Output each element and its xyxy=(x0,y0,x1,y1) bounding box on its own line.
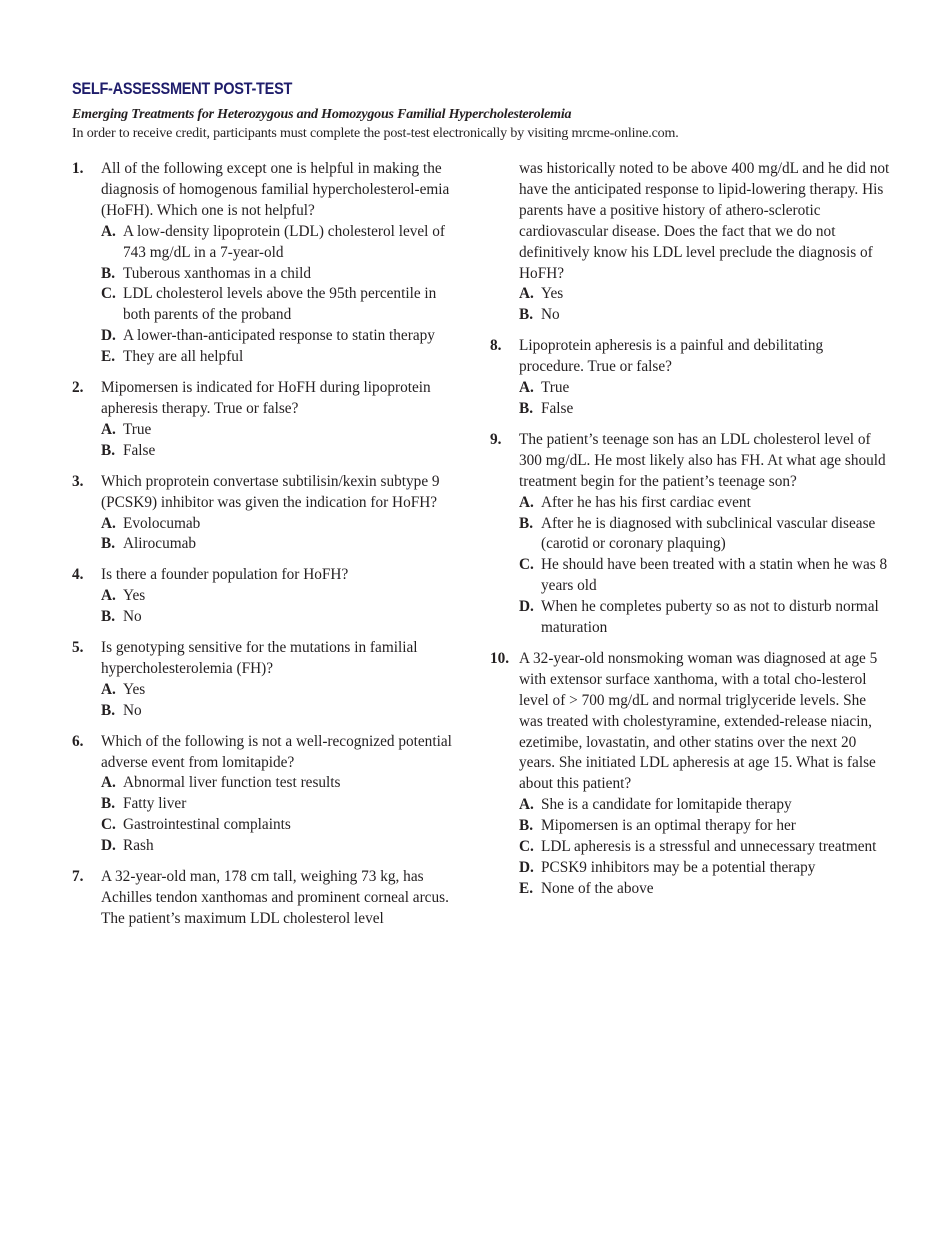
question-text: Which proprotein convertase subtilisin/kexin subtype 9 (PCSK9) inhibitor was given the indication for HoFH? xyxy=(101,472,440,511)
question-text: A 32-year-old man, 178 cm tall, weighing 73 kg, has Achilles tendon xanthomas and prominent corneal arcus. The patient’s maximum LDL cholesterol level xyxy=(101,868,449,927)
question-number: 6. xyxy=(72,732,84,750)
right-column xyxy=(490,159,890,910)
question-number: 5. xyxy=(72,639,84,657)
answer-option[interactable] xyxy=(519,555,890,597)
question-2 xyxy=(72,378,467,462)
answer-option[interactable] xyxy=(101,347,467,368)
option-text: Alirocumab xyxy=(123,535,197,553)
page-title: SELF-ASSESSMENT POST-TEST xyxy=(72,80,293,98)
option-letter: C. xyxy=(519,838,534,856)
option-letter: A. xyxy=(101,514,116,532)
option-letter: B. xyxy=(519,399,534,417)
answer-option[interactable] xyxy=(101,794,467,815)
option-letter: A. xyxy=(519,796,534,814)
answer-option[interactable] xyxy=(101,701,467,722)
option-text: No xyxy=(123,701,142,719)
document-subtitle: Emerging Treatments for Heterozygous and Homozygous Familial Hypercholesterolemia xyxy=(72,107,572,122)
question-1 xyxy=(72,159,467,368)
option-letter: D. xyxy=(101,837,116,855)
option-text: She is a candidate for lomitapide therapy xyxy=(541,796,792,814)
answer-option[interactable] xyxy=(101,773,467,794)
question-number: 9. xyxy=(490,430,502,448)
answer-option[interactable] xyxy=(519,858,890,879)
question-text: Is genotyping sensitive for the mutations in familial hypercholesterolemia (FH)? xyxy=(101,639,418,677)
question-8 xyxy=(490,336,890,420)
option-text: No xyxy=(541,306,560,324)
answer-option[interactable] xyxy=(519,597,890,639)
answer-option[interactable] xyxy=(101,680,467,701)
question-number: 2. xyxy=(72,379,84,397)
option-text: He should have been treated with a statin when he was 8 years old xyxy=(541,556,888,595)
left-column xyxy=(72,159,467,940)
option-letter: D. xyxy=(519,859,534,876)
answer-option[interactable] xyxy=(519,378,890,399)
question-text: was historically noted to be above 400 mg/dL and he did not have the anticipated response to lipid-lowering therapy. His parents have a positive history of athero-sclerotic cardiovascular disease. Does the fact that we do not definitively know his LDL level preclude the diagnosis of HoFH? xyxy=(519,160,890,282)
answer-option[interactable] xyxy=(101,222,467,264)
answer-option[interactable] xyxy=(519,284,890,305)
option-text: False xyxy=(123,441,156,459)
option-letter: D. xyxy=(519,598,534,616)
option-text: Yes xyxy=(123,587,146,605)
option-text: True xyxy=(123,420,152,438)
option-text: Abnormal liver function test results xyxy=(123,774,341,792)
question-3 xyxy=(72,472,467,556)
answer-option[interactable] xyxy=(101,420,467,441)
option-letter: C. xyxy=(101,285,116,303)
question-6 xyxy=(72,732,467,857)
answer-option[interactable] xyxy=(101,607,467,628)
option-letter: A. xyxy=(519,379,534,397)
option-text: Tuberous xanthomas in a child xyxy=(123,264,312,282)
answer-option[interactable] xyxy=(101,815,467,836)
option-letter: B. xyxy=(101,795,116,813)
option-letter: B. xyxy=(519,306,534,324)
option-text: LDL cholesterol levels above the 95th percentile in both parents of the proband xyxy=(123,285,437,324)
option-text: When he completes puberty so as not to disturb normal maturation xyxy=(541,598,879,637)
answer-option[interactable] xyxy=(519,493,890,514)
option-letter: B. xyxy=(101,701,116,719)
question-7-continued xyxy=(490,159,890,326)
option-letter: A. xyxy=(101,587,116,605)
option-text: Fatty liver xyxy=(123,795,187,813)
answer-option[interactable] xyxy=(101,264,467,285)
question-number: 1. xyxy=(72,160,84,177)
option-text: Yes xyxy=(123,680,146,698)
option-letter: D. xyxy=(101,327,116,345)
question-number: 7. xyxy=(72,868,84,886)
option-letter: A. xyxy=(101,222,116,240)
option-letter: A. xyxy=(101,774,116,792)
option-letter: A. xyxy=(519,285,534,303)
answer-option[interactable] xyxy=(519,816,890,837)
question-9 xyxy=(490,430,890,639)
option-letter: A. xyxy=(101,680,116,698)
answer-option[interactable] xyxy=(519,514,890,556)
option-letter: E. xyxy=(101,348,116,366)
option-letter: A. xyxy=(519,493,534,511)
option-text: Gastrointestinal complaints xyxy=(123,816,291,834)
option-text: After he has his first cardiac event xyxy=(541,493,751,511)
option-text: A lower-than-anticipated response to statin therapy xyxy=(123,327,435,345)
question-10 xyxy=(490,649,890,900)
option-letter: B. xyxy=(101,535,116,553)
option-text: They are all helpful xyxy=(123,348,244,366)
option-text: Rash xyxy=(123,837,154,855)
answer-option[interactable] xyxy=(519,305,890,326)
question-text: Which of the following is not a well-recognized potential adverse event from lomitapide? xyxy=(101,732,452,771)
option-text: True xyxy=(541,379,570,397)
instructions: In order to receive credit, participants must complete the post-test electronically by visiting mrcme-online.com. xyxy=(72,126,679,141)
option-text: Evolocumab xyxy=(123,514,201,532)
option-letter: E. xyxy=(519,879,534,897)
answer-option[interactable] xyxy=(519,399,890,420)
question-number: 3. xyxy=(72,472,84,490)
answer-option[interactable] xyxy=(101,534,467,555)
option-letter: B. xyxy=(519,817,534,835)
option-letter: B. xyxy=(101,441,116,459)
option-letter: A. xyxy=(101,420,116,438)
question-number: 8. xyxy=(490,337,502,355)
answer-option[interactable] xyxy=(101,284,467,326)
question-number: 10. xyxy=(490,649,510,667)
question-text: A 32-year-old nonsmoking woman was diagnosed at age 5 with extensor surface xanthoma, with a total cho-lesterol level of > 700 mg/dL and normal triglyceride levels. She was treated with cholestyramine, extended-release niacin, ezetimibe, lovastatin, and other statins over the next 20 years. She initiated LDL apheresis at age 15. What is false about this patient? xyxy=(519,649,878,793)
option-text: Mipomersen is an optimal therapy for her xyxy=(541,817,796,835)
answer-option[interactable] xyxy=(101,326,467,347)
option-letter: B. xyxy=(101,608,116,626)
option-text: A low-density lipoprotein (LDL) cholesterol level of 743 mg/dL in a 7-year-old xyxy=(123,222,446,261)
answer-option[interactable] xyxy=(101,441,467,462)
option-text: Yes xyxy=(541,285,564,303)
answer-option[interactable] xyxy=(519,879,890,900)
question-text: The patient’s teenage son has an LDL cholesterol level of 300 mg/dL. He most likely also has FH. At what age should treatment begin for the patient’s teenage son? xyxy=(519,430,886,490)
option-letter: B. xyxy=(519,514,534,532)
option-text: None of the above xyxy=(541,879,654,897)
question-5 xyxy=(72,638,467,722)
question-7 xyxy=(72,867,467,930)
question-number: 4. xyxy=(72,566,84,584)
answer-option[interactable] xyxy=(101,836,467,857)
option-text: False xyxy=(541,399,574,417)
option-text: After he is diagnosed with subclinical vascular disease (carotid or coronary plaquing) xyxy=(541,514,876,553)
question-4 xyxy=(72,565,467,628)
question-text: Lipoprotein apheresis is a painful and debilitating procedure. True or false? xyxy=(519,337,824,376)
question-text: Mipomersen is indicated for HoFH during lipoprotein apheresis therapy. True or false? xyxy=(101,379,431,417)
option-text: PCSK9 inhibitors may be a potential therapy xyxy=(541,859,816,876)
answer-option[interactable] xyxy=(519,795,890,816)
answer-option[interactable] xyxy=(519,837,890,858)
option-letter: C. xyxy=(101,816,116,834)
answer-option[interactable] xyxy=(101,586,467,607)
question-text: All of the following except one is helpful in making the diagnosis of homogenous familial hypercholesterol-emia (HoFH). Which one is not helpful? xyxy=(101,160,450,219)
question-text: Is there a founder population for HoFH? xyxy=(101,566,349,584)
option-letter: C. xyxy=(519,556,534,574)
option-text: LDL apheresis is a stressful and unnecessary treatment xyxy=(541,838,877,856)
option-text: No xyxy=(123,608,142,626)
option-letter: B. xyxy=(101,264,116,282)
answer-option[interactable] xyxy=(101,514,467,535)
